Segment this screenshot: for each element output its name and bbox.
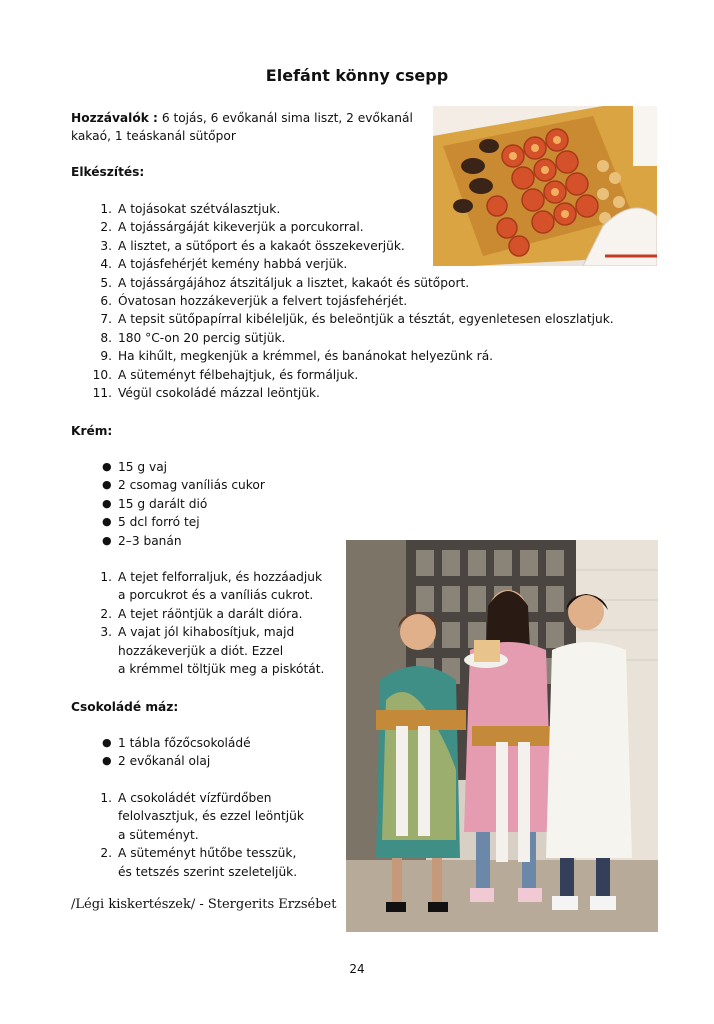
glaze-step-number: 2.: [100, 846, 112, 861]
preparation-step-text: Ha kihűlt, megkenjük a krémmel, és banánokat helyezünk rá.: [118, 349, 494, 364]
preparation-step-text: A lisztet, a sütőport és a kakaót összekeverjük.: [118, 238, 405, 253]
glaze-ingredient-text: 1 tábla főzőcsokoládé: [118, 736, 251, 750]
glaze-step-text: a süteményt.: [118, 827, 199, 842]
preparation-step-text: A tojássárgáját kikeverjük a porcukorral.: [118, 220, 364, 235]
cream-step-text: A tejet felforraljuk, és hozzáadjuk: [118, 570, 323, 584]
cream-ingredient-text: 15 g darált dió: [118, 496, 208, 511]
cream-step-text: hozzákeverjük a diót. Ezzel: [118, 643, 284, 658]
cream-step-text: a krémmel töltjük meg a piskótát.: [118, 661, 325, 676]
preparation-step-text: Végül csokoládé mázzal leöntjük.: [118, 386, 320, 400]
cream-heading: Krém:: [71, 424, 113, 438]
cream-ingredient-bullet: ●: [102, 460, 112, 473]
cream-ingredient-text: 2 csomag vaníliás cukor: [118, 478, 265, 493]
glaze-step-text: felolvasztjuk, és ezzel leöntjük: [118, 809, 304, 824]
cream-ingredient-text: 5 dcl forró tej: [118, 515, 200, 530]
preparation-step-text: A tepsit sütőpapírral kibéleljük, és beleöntjük a tésztát, egyenletesen eloszlatjuk.: [118, 312, 614, 327]
ingredients-line-2: kakaó, 1 teáskanál sütőpor: [71, 129, 236, 143]
preparation-step-number: 10.: [92, 367, 112, 382]
glaze-ingredient-bullet: ●: [102, 736, 112, 749]
cream-ingredient-text: 15 g vaj: [118, 460, 168, 474]
page-title: Elefánt könny csepp: [265, 66, 449, 85]
preparation-step-text: 180 °C-on 20 percig sütjük.: [118, 330, 286, 345]
pastry-photo: [433, 106, 657, 266]
cream-step-number: 1.: [100, 570, 112, 584]
preparation-step-text: A tojásokat szétválasztjuk.: [118, 202, 281, 216]
page-number: 24: [349, 962, 365, 976]
cream-step-text: a porcukrot és a vaníliás cukrot.: [118, 588, 314, 603]
preparation-step-number: 2.: [100, 220, 112, 235]
preparation-heading: Elkészítés:: [71, 165, 145, 179]
signature: /Légi kiskertészek/ - Stergerits Erzsébet: [71, 897, 337, 912]
glaze-step-text: A süteményt hűtőbe tesszük,: [118, 846, 297, 861]
preparation-step-number: 1.: [100, 202, 112, 216]
preparation-step-number: 8.: [100, 330, 112, 345]
preparation-step-text: A tojássárgájához átszitáljuk a lisztet, kakaót és sütőport.: [118, 275, 470, 290]
preparation-step-number: 5.: [100, 275, 112, 290]
people-photo: [346, 540, 658, 932]
cream-ingredient-bullet: ●: [102, 478, 112, 492]
preparation-step-text: A tojásfehérjét kemény habbá verjük.: [118, 257, 348, 272]
glaze-ingredient-bullet: ●: [102, 754, 112, 768]
glaze-heading: Csokoládé máz:: [71, 700, 179, 714]
preparation-step-number: 11.: [92, 386, 112, 400]
ingredients-line-1: [71, 109, 413, 127]
glaze-step-number: 1.: [100, 791, 112, 805]
glaze-step-text: és tetszés szerint szeleteljük.: [118, 864, 298, 879]
preparation-step-text: Óvatosan hozzákeverjük a felvert tojásfehérjét.: [118, 294, 408, 308]
preparation-step-number: 9.: [100, 349, 112, 364]
preparation-step-number: 7.: [100, 312, 112, 327]
cream-step-number: 2.: [100, 606, 112, 621]
preparation-step-number: 3.: [100, 238, 112, 253]
preparation-step-text: A süteményt félbehajtjuk, és formáljuk.: [118, 367, 359, 382]
cream-step-text: A vajat jól kihabosítjuk, majd: [118, 625, 295, 640]
cream-ingredient-bullet: ●: [102, 533, 112, 547]
ingredients-text: 6 tojás, 6 evőkanál sima liszt, 2 evőkanál: [161, 111, 413, 125]
cream-ingredient-bullet: ●: [102, 515, 112, 529]
preparation-step-number: 6.: [100, 294, 112, 308]
cream-ingredient-bullet: ●: [102, 496, 112, 510]
cream-step-text: A tejet ráöntjük a darált dióra.: [118, 606, 303, 621]
glaze-ingredient-text: 2 evőkanál olaj: [118, 754, 211, 769]
cream-ingredient-text: 2–3 banán: [118, 533, 182, 548]
cream-step-number: 3.: [100, 625, 112, 640]
preparation-step-number: 4.: [100, 257, 112, 272]
ingredients-label: Hozzávalók :: [71, 111, 158, 125]
glaze-step-text: A csokoládét vízfürdőben: [118, 791, 272, 805]
